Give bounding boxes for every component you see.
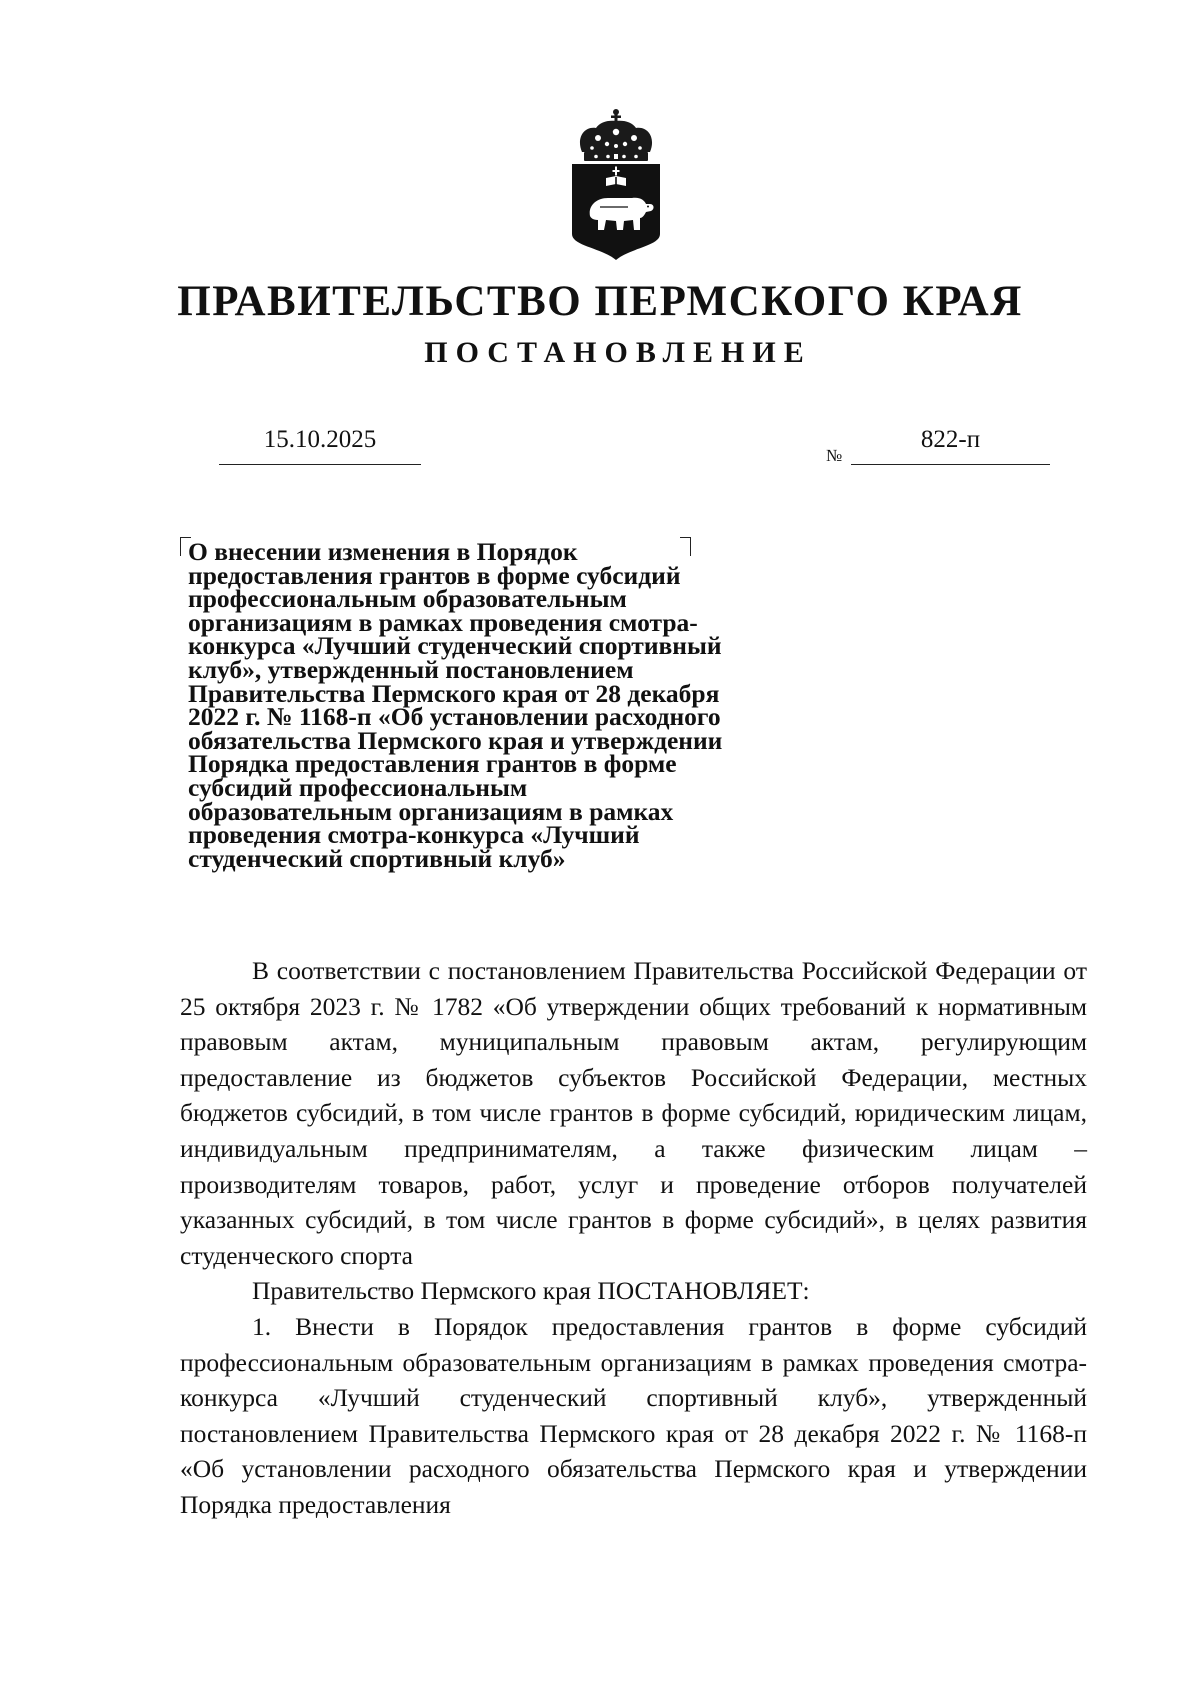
subject-line: 2022 г. № 1168-п «Об установлении расходного xyxy=(188,702,721,732)
subject-line: О внесении изменения в Порядок xyxy=(188,537,578,566)
document-date: 15.10.2025 xyxy=(219,422,421,465)
subject-line: студенческий спортивный клуб» xyxy=(188,843,566,873)
subject-line: предоставления грантов в форме субсидий xyxy=(188,560,681,590)
number-sign: № xyxy=(826,446,843,465)
item-1-paragraph: 1. Внести в Порядок предоставления грантов в форме субсидий профессиональным образовательным организациям в рамках проведения смотра-конкурса «Лучший студенческий спортивный клуб», утвержденный постановлением Правительства Пермского края от 28 декабря 2022 г. № 1168-п «Об установлении расходного обязательства Пермского края и утверждении Порядка предоставления xyxy=(180,1311,1087,1519)
subject-line: субсидий профессиональным xyxy=(188,772,528,802)
perm-krai-coat-of-arms-icon xyxy=(566,108,666,260)
subject-line: обязательства Пермского края и утверждении xyxy=(188,725,723,755)
decree-statement: Правительство Пермского края ПОСТАНОВЛЯЕТ: xyxy=(252,1276,810,1306)
subject-line: образовательным организациям в рамках xyxy=(188,796,674,826)
document-subject-heading xyxy=(188,537,788,873)
document-body xyxy=(180,953,1087,1523)
subject-line: профессиональным образовательным xyxy=(188,584,627,614)
subject-line: организациям в рамках проведения смотра- xyxy=(188,607,698,637)
subject-line: клуб», утвержденный постановлением xyxy=(188,654,634,684)
subject-line: Порядка предоставления грантов в форме xyxy=(188,749,677,779)
subject-line: конкурса «Лучший студенческий спортивный xyxy=(188,631,722,661)
document-number: 822-п xyxy=(851,422,1050,465)
subject-line: проведения смотра-конкурса «Лучший xyxy=(188,820,640,850)
organization-title: ПРАВИТЕЛЬСТВО ПЕРМСКОГО КРАЯ xyxy=(177,278,1023,325)
document-type: ПОСТАНОВЛЕНИЕ xyxy=(424,336,812,369)
preamble-paragraph: В соответствии с постановлением Правительства Российской Федерации от 25 октября 2023 г. № 1782 «Об утверждении общих требований к нормативным правовым актам, муниципальным правовым актам, регулирующим предоставление из бюджетов субъектов Российской Федерации, местных бюджетов субсидий, в том числе грантов в форме субсидий, юридическим лицам, индивидуальным предпринимателям, а также физическим лицам – производителям товаров, работ, услуг и проведение отборов получателей указанных субсидий, в том числе грантов в форме субсидий», в целях развития студенческого спорта xyxy=(180,956,1087,1270)
subject-line: Правительства Пермского края от 28 декабря xyxy=(188,678,720,708)
